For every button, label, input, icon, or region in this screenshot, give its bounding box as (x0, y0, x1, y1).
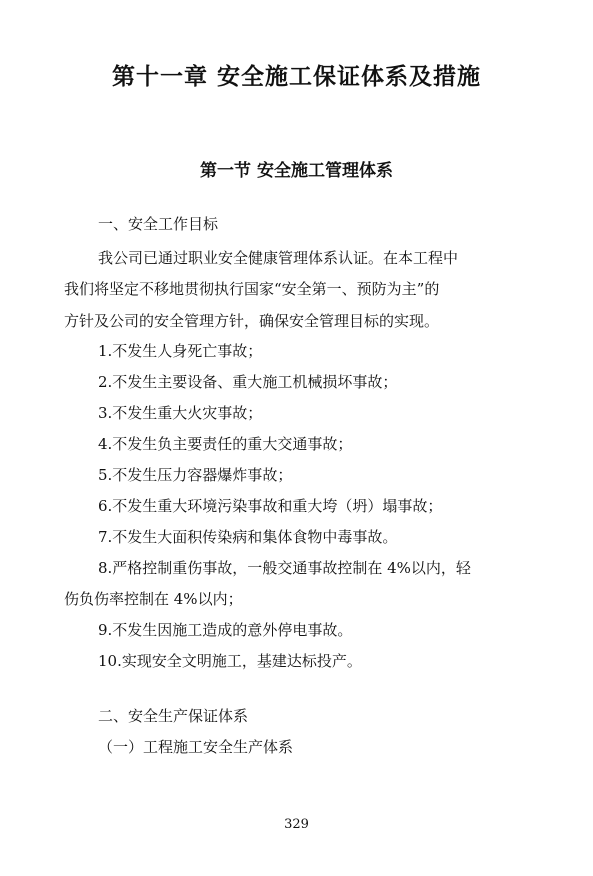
goal-item: 2.不发生主要设备、重大施工机械损坏事故； (98, 373, 398, 391)
intro-line: 我公司已通过职业安全健康管理体系认证。在本工程中 (98, 249, 459, 267)
goal-item: 3.不发生重大火灾事故； (98, 404, 263, 422)
intro-line: 方针及公司的安全管理方针，确保安全管理目标的实现。 (64, 312, 440, 330)
heading-safety-system: 二、安全生产保证体系 (98, 707, 249, 725)
intro-line: 我们将坚定不移地贯彻执行国家“安全第一、预防为主”的 (64, 280, 440, 298)
goal-item: 7.不发生大面积传染病和集体食物中毒事故。 (98, 528, 398, 546)
chapter-title: 第十一章 安全施工保证体系及措施 (111, 64, 481, 90)
goal-item: 6.不发生重大环境污染事故和重大垮（坍）塌事故； (98, 497, 443, 515)
goal-item: 9.不发生因施工造成的意外停电事故。 (98, 621, 353, 639)
goal-item: 4.不发生负主要责任的重大交通事故； (98, 435, 353, 453)
heading-safety-goals: 一、安全工作目标 (98, 215, 219, 233)
goal-item: 10.实现安全文明施工，基建达标投产。 (98, 652, 362, 670)
goal-item: 1.不发生人身死亡事故； (98, 342, 263, 360)
goal-item: 8.严格控制重伤事故，一般交通事故控制在 4%以内，轻 (98, 559, 471, 577)
page-number: 329 (284, 817, 309, 832)
subheading-construction-system: （一）工程施工安全生产体系 (98, 738, 294, 756)
goal-item-continued: 伤负伤率控制在 4%以内； (64, 590, 243, 608)
goal-item: 5.不发生压力容器爆炸事故； (98, 466, 293, 484)
section-title: 第一节 安全施工管理体系 (200, 161, 393, 181)
